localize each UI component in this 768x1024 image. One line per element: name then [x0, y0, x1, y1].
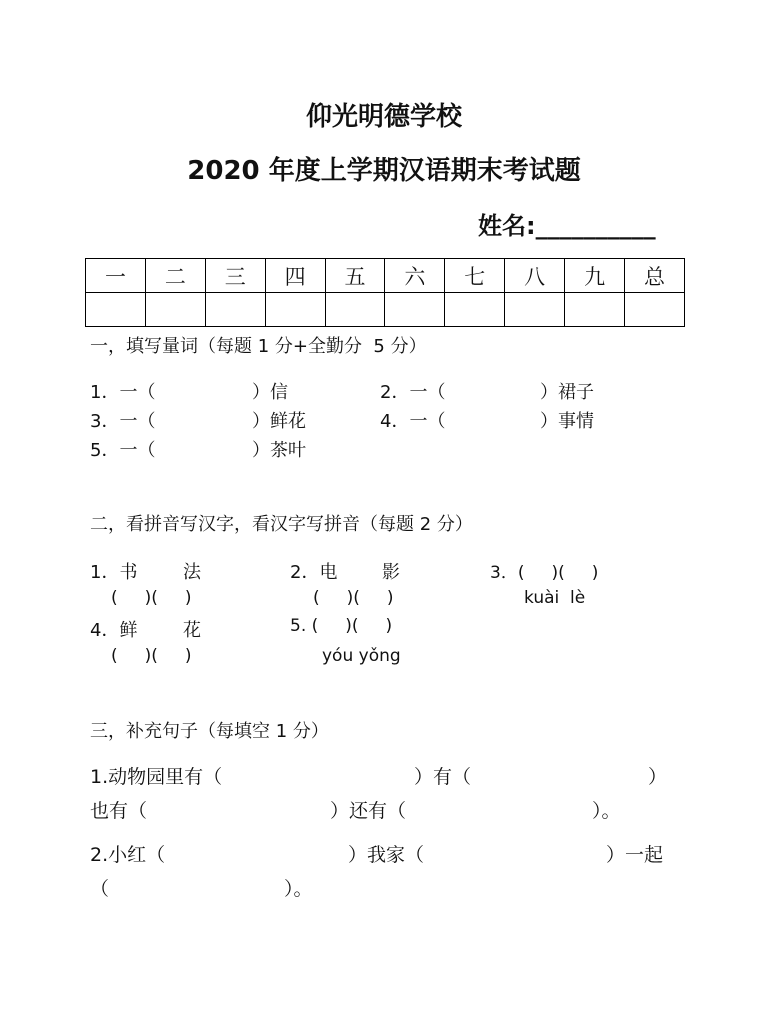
score-cell[interactable] [265, 293, 325, 327]
score-cell[interactable] [325, 293, 385, 327]
s1-item5-close: ）茶叶 [252, 440, 306, 461]
score-header-cell: 八 [505, 259, 565, 293]
s2-item3-pinyin: kuài lè [524, 588, 586, 608]
s3-q2-part-c: ）一起 [606, 844, 664, 866]
s2-item1-char1: 1．书 [90, 562, 138, 583]
score-header-cell: 四 [265, 259, 325, 293]
score-header-cell: 总 [625, 259, 685, 293]
s3-q2-part-a: 2.小红（ [90, 844, 166, 866]
section1-title: 一，填写量词（每题 1 分+全勤分 5 分） [90, 336, 427, 357]
s3-q1-part-d: 也有（ [90, 800, 148, 822]
s1-item4-open: 4．一（ [380, 411, 446, 432]
score-table [85, 258, 685, 327]
s2-item2-char2: 影 [382, 562, 400, 583]
score-cell[interactable] [505, 293, 565, 327]
s2-item5-pinyin: yóu yǒng [322, 646, 401, 666]
school-title: 仰光明德学校 [305, 102, 462, 132]
s3-q2-part-e: ）。 [284, 878, 313, 900]
score-cell[interactable] [565, 293, 625, 327]
score-header-cell: 七 [445, 259, 505, 293]
s3-q1-part-b: ）有（ [414, 766, 472, 788]
s1-item3-close: ）鲜花 [252, 411, 306, 432]
score-cell[interactable] [445, 293, 505, 327]
score-cell[interactable] [86, 293, 146, 327]
s2-item1-blanks: ( )( ) [111, 588, 192, 608]
s2-item3-blanks: 3．( )( ) [490, 563, 599, 583]
s3-q1-part-e: ）还有（ [330, 800, 407, 822]
score-table-header-row [86, 259, 685, 293]
s2-item2-char1: 2．电 [290, 562, 338, 583]
s3-q2-part-d: （ [90, 878, 110, 900]
score-table-blank-row [86, 293, 685, 327]
s3-q1-part-f: ）。 [592, 800, 621, 822]
s3-q1-part-a: 1.动物园里有（ [90, 766, 223, 788]
score-header-cell: 三 [205, 259, 265, 293]
s2-item4-char1: 4．鲜 [90, 620, 138, 641]
s2-item4-blanks: ( )( ) [111, 646, 192, 666]
s1-item1-close: ）信 [252, 382, 288, 403]
score-cell[interactable] [385, 293, 445, 327]
score-cell[interactable] [625, 293, 685, 327]
s1-item4-close: ）事情 [540, 411, 594, 432]
score-header-cell: 一 [86, 259, 146, 293]
s1-item2-close: ）裙子 [540, 382, 594, 403]
score-header-cell: 五 [325, 259, 385, 293]
section2-title: 二，看拼音写汉字，看汉字写拼音（每题 2 分） [90, 514, 473, 535]
score-cell[interactable] [205, 293, 265, 327]
score-header-cell: 九 [565, 259, 625, 293]
score-cell[interactable] [145, 293, 205, 327]
s2-item1-char2: 法 [183, 562, 201, 583]
s2-item2-blanks: ( )( ) [313, 588, 394, 608]
s1-item1-open: 1．一（ [90, 382, 156, 403]
score-header-cell: 二 [145, 259, 205, 293]
name-field-label: 姓名:__________ [478, 212, 656, 240]
section3-title: 三，补充句子（每填空 1 分） [90, 721, 329, 742]
s1-item2-open: 2．一（ [380, 382, 446, 403]
s2-item5-blanks: 5. ( )( ) [290, 616, 393, 636]
exam-title: 2020 年度上学期汉语期末考试题 [187, 156, 581, 186]
s3-q1-part-c: ） [648, 766, 668, 788]
s1-item3-open: 3．一（ [90, 411, 156, 432]
s3-q2-part-b: ）我家（ [348, 844, 425, 866]
score-header-cell: 六 [385, 259, 445, 293]
s1-item5-open: 5．一（ [90, 440, 156, 461]
s2-item4-char2: 花 [183, 620, 201, 641]
